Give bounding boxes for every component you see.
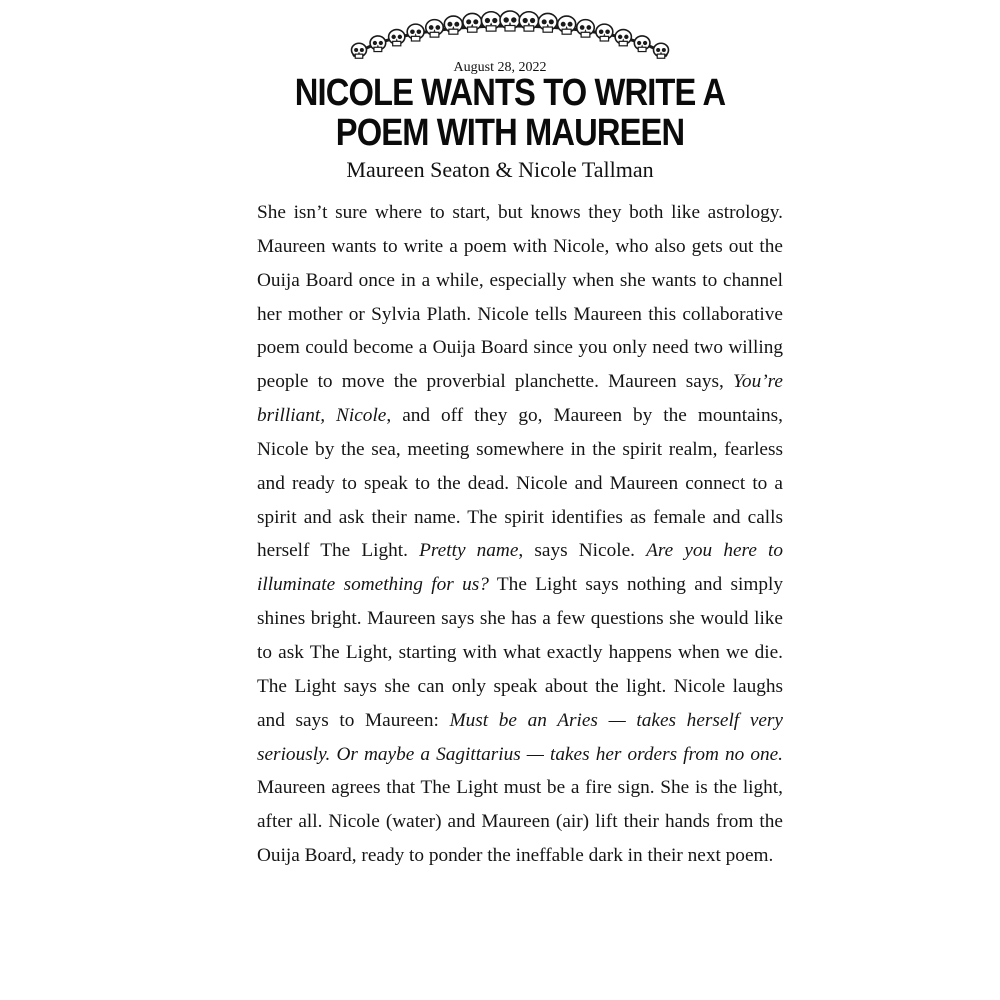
poem-text-segment: , says Nicole. xyxy=(518,540,647,562)
skull-icon xyxy=(444,16,462,34)
poem-italic-phrase: You’re brilliant, Nicole xyxy=(257,371,783,427)
skull-icon xyxy=(596,24,613,41)
poem-authors: Maureen Seaton & Nicole Tallman xyxy=(346,157,654,182)
skull-icon xyxy=(463,13,482,32)
poem-italic-phrase: Must be an Aries — takes herself very seriously. Or maybe a Sagittarius — takes her orders from no one. xyxy=(257,709,783,765)
skull-icon xyxy=(426,20,444,38)
skull-icon xyxy=(615,30,631,46)
poem-body xyxy=(257,196,783,873)
skull-icon xyxy=(370,36,386,52)
poem-italic-phrase: Pretty name xyxy=(419,540,519,562)
skull-icon xyxy=(519,12,538,31)
skull-icon xyxy=(577,20,595,38)
skull-icon xyxy=(481,12,500,31)
skull-icon xyxy=(389,30,405,46)
poem-text-segment: She isn’t sure where to start, but knows they both like astrology. Maureen wants to write a poem with Nicole, who also gets out the Ouija Board once in a while, especially when she wants to channel her mother or Sylvia Plath. Nicole tells Maureen this collaborative poem could become a Ouija Board since you only need two willing people to move the proverbial planchette. Maureen says, xyxy=(257,202,783,393)
skull-icon xyxy=(634,36,650,52)
publication-date: August 28, 2022 xyxy=(453,60,547,75)
skull-garland-icon xyxy=(345,4,675,66)
poem-text-segment: The Light says nothing and simply shines bright. Maureen says she has a few questions she would like to ask The Light, starting with what exactly happens when we die. The Light says she can only speak about the light. Nicole laughs and says to Maureen: xyxy=(257,574,783,731)
skull-icon xyxy=(558,16,576,34)
skull-icon xyxy=(407,24,424,41)
poem-text-segment: , and off they go, Maureen by the mountains, Nicole by the sea, meeting somewhere in the spirit realm, fearless and ready to speak to the dead. Nicole and Maureen connect to a spirit and ask their name. The spirit identifies as female and calls herself The Light. xyxy=(257,405,783,562)
skull-icon xyxy=(538,13,557,32)
poem-italic-phrase: Are you here to illuminate something for us? xyxy=(257,540,784,596)
skull-icon xyxy=(500,11,520,31)
poem-title xyxy=(286,73,733,153)
poem-title-line-1: NICOLE WANTS TO WRITE A xyxy=(294,72,726,114)
poem-text-segment: Maureen agrees that The Light must be a fire sign. She is the light, after all. Nicole (water) and Maureen (air) lift their hands from the Ouija Board, ready to ponder the ineffable dark in their next poem. xyxy=(257,777,783,867)
poem-title-line-2: POEM WITH MAUREEN xyxy=(335,112,685,154)
